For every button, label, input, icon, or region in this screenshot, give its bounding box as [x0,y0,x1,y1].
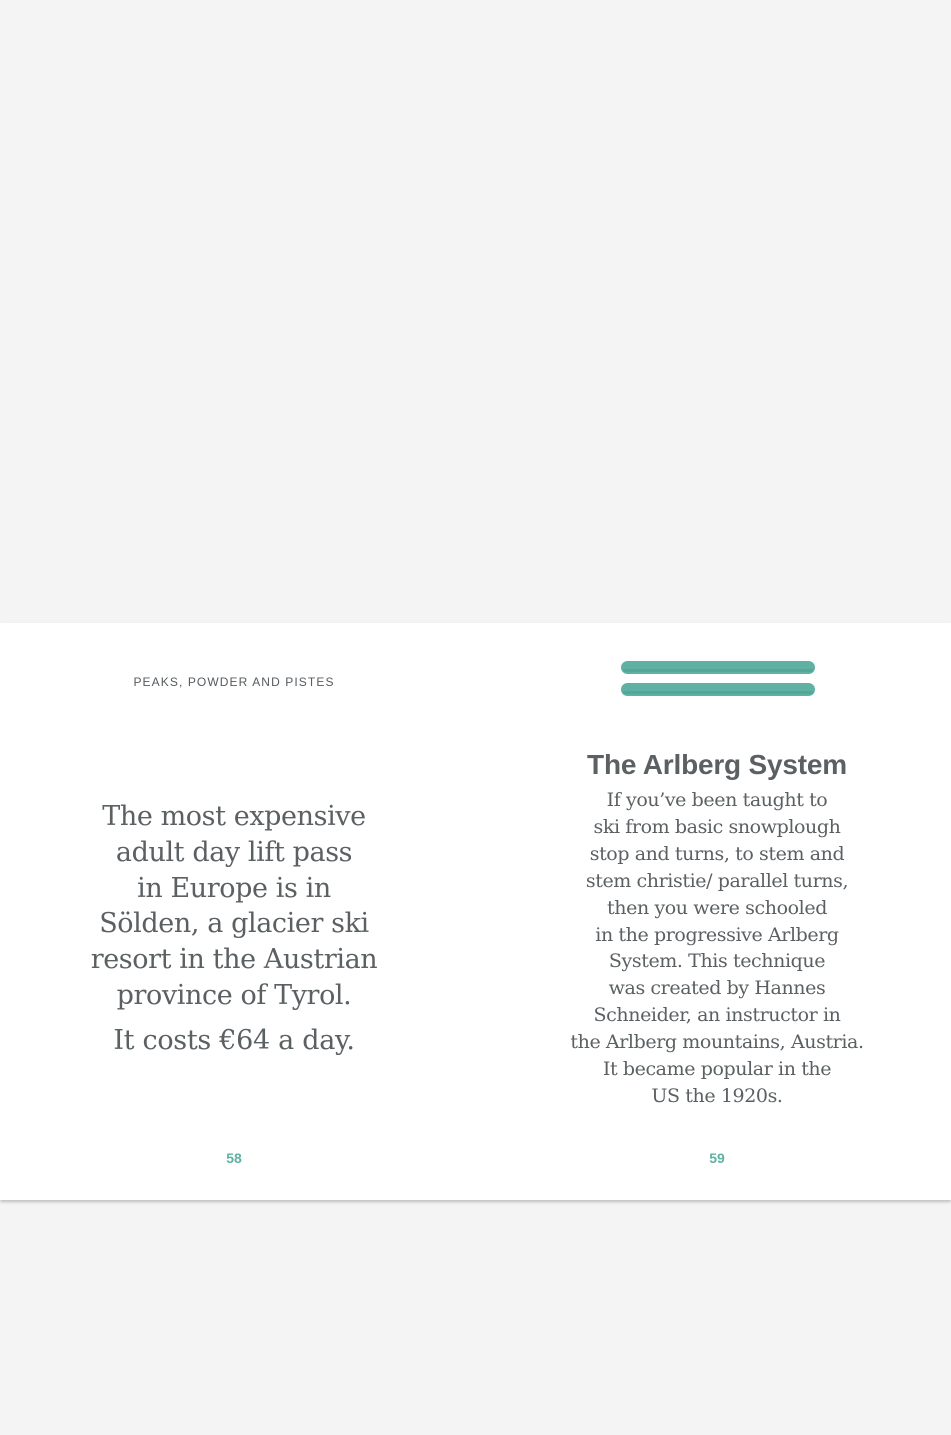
fact-line: The most expensive [102,801,366,832]
body-line: stop and turns, to stem and [589,842,845,865]
body-line: System. This technique [608,950,826,973]
body-line: the Arlberg mountains, Austria. [570,1031,864,1054]
skis-icon [619,659,817,701]
body-line: Schneider, an instructor in [593,1004,841,1027]
body-line: was created by Hannes [608,977,826,1000]
right-page [483,623,951,1200]
fact-line: province of Tyrol. [116,979,352,1011]
page-number-left: 58 [226,1150,242,1166]
article-body [483,787,951,1110]
body-line: US the 1920s. [651,1084,783,1107]
body-line: ski from basic snowplough [593,815,841,838]
body-line: then you were schooled [607,896,827,919]
fact-line: resort in the Austrian [90,944,378,976]
body-line: stem christie/ parallel turns, [585,869,849,892]
article-title: The Arlberg System [587,749,847,780]
fact-line: Sölden, a glacier ski [99,908,369,940]
book-spread [0,623,951,1200]
body-line: If you’ve been taught to [606,789,828,811]
body-line: in the progressive Arlberg [595,923,839,946]
page-number-right: 59 [709,1150,725,1166]
body-line: It became popular in the [602,1058,832,1081]
running-head: PEAKS, POWDER AND PISTES [133,675,335,689]
fact-line: adult day lift pass [115,836,353,868]
fact-text [64,799,404,1014]
fact-line: in Europe is in [137,872,331,904]
left-page [0,623,468,1200]
fact-cost: It costs €64 a day. [113,1025,355,1056]
